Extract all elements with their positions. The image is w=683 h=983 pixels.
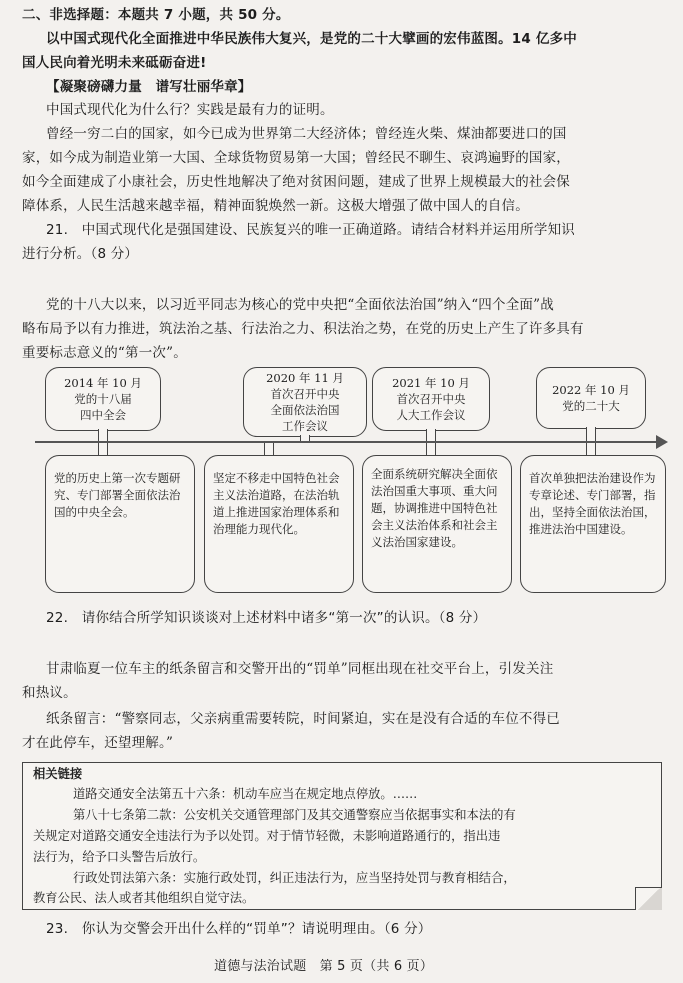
timeline-desc-4: 首次单独把法治建设作为专章论述、专门部署，指出，坚持全面依法治国，推进法治中国建设。 bbox=[520, 455, 666, 593]
question-23: 23. 你认为交警会开出什么样的“罚单”？请说明理由。（6 分） bbox=[46, 921, 432, 937]
connector-bottom-4 bbox=[586, 443, 596, 455]
timeline-arrow-icon bbox=[656, 435, 668, 449]
question-21-line-1: 21. 中国式现代化是强国建设、民族复兴的唯一正确道路。请结合材料并运用所学知识 bbox=[46, 222, 575, 238]
event-line: 全面依法治国 bbox=[270, 403, 340, 417]
event-line: 2020 年 11 月 bbox=[266, 371, 344, 385]
event-line: 四中全会 bbox=[80, 408, 126, 422]
question-21-line-2: 进行分析。（8 分） bbox=[22, 246, 139, 262]
question-22: 22. 请你结合所学知识谈谈对上述材料中诸多“第一次”的认识。（8 分） bbox=[46, 610, 487, 626]
timeline-desc-1: 党的历史上第一次专题研究、专门部署全面依法治国的中央全会。 bbox=[45, 455, 195, 593]
timeline-event-2014 bbox=[45, 367, 161, 431]
material1-line-2: 曾经一穷二白的国家，如今已成为世界第二大经济体；曾经连火柴、煤油都要进口的国 bbox=[46, 126, 567, 142]
subheading: 【凝聚磅礴力量 谱写壮丽华章】 bbox=[46, 79, 252, 95]
connector-top-3 bbox=[426, 429, 436, 441]
section-header: 二、非选择题：本题共 7 小题，共 50 分。 bbox=[22, 7, 290, 23]
related-line-4: 法行为，给予口头警告后放行。 bbox=[33, 850, 206, 864]
material2-line-1: 党的十八大以来，以习近平同志为核心的党中央把“全面依法治国”纳入“四个全面”战 bbox=[46, 297, 554, 313]
connector-bottom-1 bbox=[98, 443, 108, 455]
event-line: 2014 年 10 月 bbox=[64, 376, 142, 390]
connector-top-2 bbox=[300, 435, 310, 441]
material1-line-5: 障体系，人民生活越来越幸福，精神面貌焕然一新。这极大增强了做中国人的自信。 bbox=[22, 198, 529, 214]
connector-top-1 bbox=[98, 429, 108, 441]
material1-line-1: 中国式现代化为什么行？实践是最有力的证明。 bbox=[46, 102, 334, 118]
page-fold-icon bbox=[635, 887, 662, 910]
intro-line-1: 以中国式现代化全面推进中华民族伟大复兴，是党的二十大擘画的宏伟蓝图。14 亿多中 bbox=[46, 31, 577, 47]
material2-line-3: 重要标志意义的“第一次”。 bbox=[22, 345, 187, 361]
related-links-title: 相关链接 bbox=[33, 767, 83, 781]
event-line: 2022 年 10 月 bbox=[552, 383, 630, 397]
timeline-desc-2: 坚定不移走中国特色社会主义法治道路，在法治轨道上推进国家治理体系和治理能力现代化。 bbox=[204, 455, 354, 593]
connector-top-4 bbox=[586, 427, 596, 441]
page-footer: 道德与法治试题 第 5 页（共 6 页） bbox=[214, 959, 434, 974]
timeline-event-2022 bbox=[536, 367, 646, 429]
material1-line-4: 如今全面建成了小康社会，历史性地解决了绝对贫困问题，建成了世界上规模最大的社会保 bbox=[22, 174, 570, 190]
related-line-3: 关规定对道路交通安全违法行为予以处罚。对于情节轻微，未影响道路通行的，指出违 bbox=[33, 829, 501, 843]
timeline-axis bbox=[35, 441, 663, 443]
material2-line-2: 略布局予以有力推进，筑法治之基、行法治之力、积法治之势，在党的历史上产生了许多具有 bbox=[22, 321, 584, 337]
timeline-event-2020 bbox=[243, 367, 367, 437]
event-line: 党的十八届 bbox=[74, 392, 132, 406]
event-line: 工作会议 bbox=[282, 419, 328, 433]
intro-line-2: 国人民向着光明未来砥砺奋进! bbox=[22, 55, 207, 71]
event-line: 首次召开中央 bbox=[396, 392, 466, 406]
event-line: 2021 年 10 月 bbox=[392, 376, 470, 390]
timeline-desc-3: 全面系统研究解决全面依法治国重大事项、重大问题，协调推进中国特色社会主义法治体系和社会主义法治国家建设。 bbox=[362, 455, 512, 593]
related-line-2: 第八十七条第二款：公安机关交通管理部门及其交通警察应当依据事实和本法的有 bbox=[73, 808, 516, 822]
related-line-5: 行政处罚法第六条：实施行政处罚，纠正违法行为，应当坚持处罚与教育相结合， bbox=[73, 871, 516, 885]
connector-bottom-2 bbox=[264, 443, 274, 455]
related-line-1: 道路交通安全法第五十六条：机动车应当在规定地点停放。…… bbox=[73, 787, 418, 801]
material3-line-1: 甘肃临夏一位车主的纸条留言和交警开出的“罚单”同框出现在社交平台上，引发关注 bbox=[46, 661, 554, 677]
connector-bottom-3 bbox=[426, 443, 436, 455]
related-links-box bbox=[22, 762, 662, 910]
material1-line-3: 家，如今成为制造业第一大国、全球货物贸易第一大国；曾经民不聊生、哀鸿遍野的国家， bbox=[22, 150, 570, 166]
event-line: 首次召开中央 bbox=[270, 387, 340, 401]
event-line: 人大工作会议 bbox=[396, 408, 466, 422]
material3-line-4: 才在此停车，还望理解。” bbox=[22, 735, 174, 751]
timeline-event-2021 bbox=[372, 367, 490, 431]
related-line-6: 教育公民、法人或者其他组织自觉守法。 bbox=[33, 891, 255, 905]
event-line: 党的二十大 bbox=[562, 399, 620, 413]
material3-line-2: 和热议。 bbox=[22, 685, 77, 701]
material3-line-3: 纸条留言：“警察同志，父亲病重需要转院，时间紧迫，实在是没有合适的车位不得已 bbox=[46, 711, 561, 727]
